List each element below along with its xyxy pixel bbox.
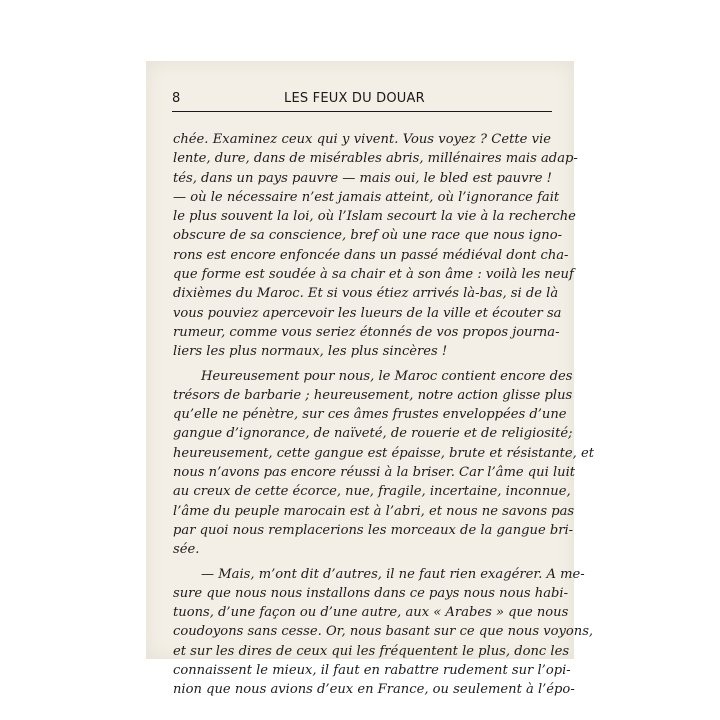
text-line: tuons, d’une façon ou d’une autre, aux « Arabes » que nous xyxy=(173,605,569,621)
page-number: 8 xyxy=(172,91,181,106)
text-line: le plus souvent la loi, où l’Islam secourt la vie à la recherche xyxy=(173,209,576,225)
text-line: nous n’avons pas encore réussi à la briser. Car l’âme qui luit xyxy=(173,465,576,481)
text-line: au creux de cette écorce, nue, fragile, incertaine, inconnue, xyxy=(173,484,571,500)
text-line: rons est encore enfoncée dans un passé médiéval dont cha- xyxy=(173,247,569,263)
text-line: coudoyons sans cesse. Or, nous basant sur ce que nous voyons, xyxy=(173,624,594,640)
paragraph xyxy=(173,367,595,560)
paragraph xyxy=(173,565,594,700)
text-line: chée. Examinez ceux qui y vivent. Vous voyez ? Cette vie xyxy=(173,132,551,147)
text-line: qu’elle ne pénètre, sur ces âmes frustes enveloppées d’une xyxy=(173,407,567,423)
text-line: tés, dans un pays pauvre — mais oui, le bled est pauvre ! xyxy=(173,170,552,186)
text-line: lente, dure, dans de misérables abris, millénaires mais adap- xyxy=(173,151,578,167)
text-line: connaissent le mieux, il faut en rabattre rudement sur l’opi- xyxy=(173,663,571,679)
text-line: Heureusement pour nous, le Maroc contient encore des xyxy=(201,368,573,384)
text-line: — Mais, m’ont dit d’autres, il ne faut rien exagérer. A me- xyxy=(201,566,585,582)
header-rule xyxy=(172,111,552,112)
book-page xyxy=(146,61,595,698)
text-line: — où le nécessaire n’est jamais atteint, où l’ignorance fait xyxy=(173,189,560,205)
text-line: nion que nous avions d’eux en France, ou seulement à l’épo- xyxy=(173,682,575,698)
text-line: sée. xyxy=(173,542,200,558)
text-line: dixièmes du Maroc. Et si vous étiez arrivés là-bas, si de là xyxy=(173,286,559,302)
text-line: rumeur, comme vous seriez étonnés de vos propos journa- xyxy=(173,324,560,340)
text-line: sure que nous nous installons dans ce pays nous nous habi- xyxy=(173,585,568,601)
text-line: heureusement, cette gangue est épaisse, brute et résistante, et xyxy=(173,445,595,461)
paragraph xyxy=(173,130,578,362)
page-header xyxy=(172,91,552,109)
text-line: par quoi nous remplacerions les morceaux de la gangue bri- xyxy=(173,522,574,538)
text-line: vous pouviez apercevoir les lueurs de la ville et écouter sa xyxy=(173,305,562,321)
running-title: LES FEUX DU DOUAR xyxy=(284,91,425,106)
text-line: gangue d’ignorance, de naïveté, de rouerie et de religiosité; xyxy=(173,426,573,442)
text-line: l’âme du peuple marocain est à l’abri, et nous ne savons pas xyxy=(173,503,575,519)
text-line: que forme est soudée à sa chair et à son âme : voilà les neuf xyxy=(173,267,574,283)
body-text xyxy=(173,130,595,700)
text-line: liers les plus normaux, les plus sincères ! xyxy=(173,344,448,360)
text-line: trésors de barbarie ; heureusement, notre action glisse plus xyxy=(173,387,573,403)
text-line: obscure de sa conscience, bref où une race que nous igno- xyxy=(173,228,563,244)
text-line: et sur les dires de ceux qui les fréquentent le plus, donc les xyxy=(173,643,570,659)
